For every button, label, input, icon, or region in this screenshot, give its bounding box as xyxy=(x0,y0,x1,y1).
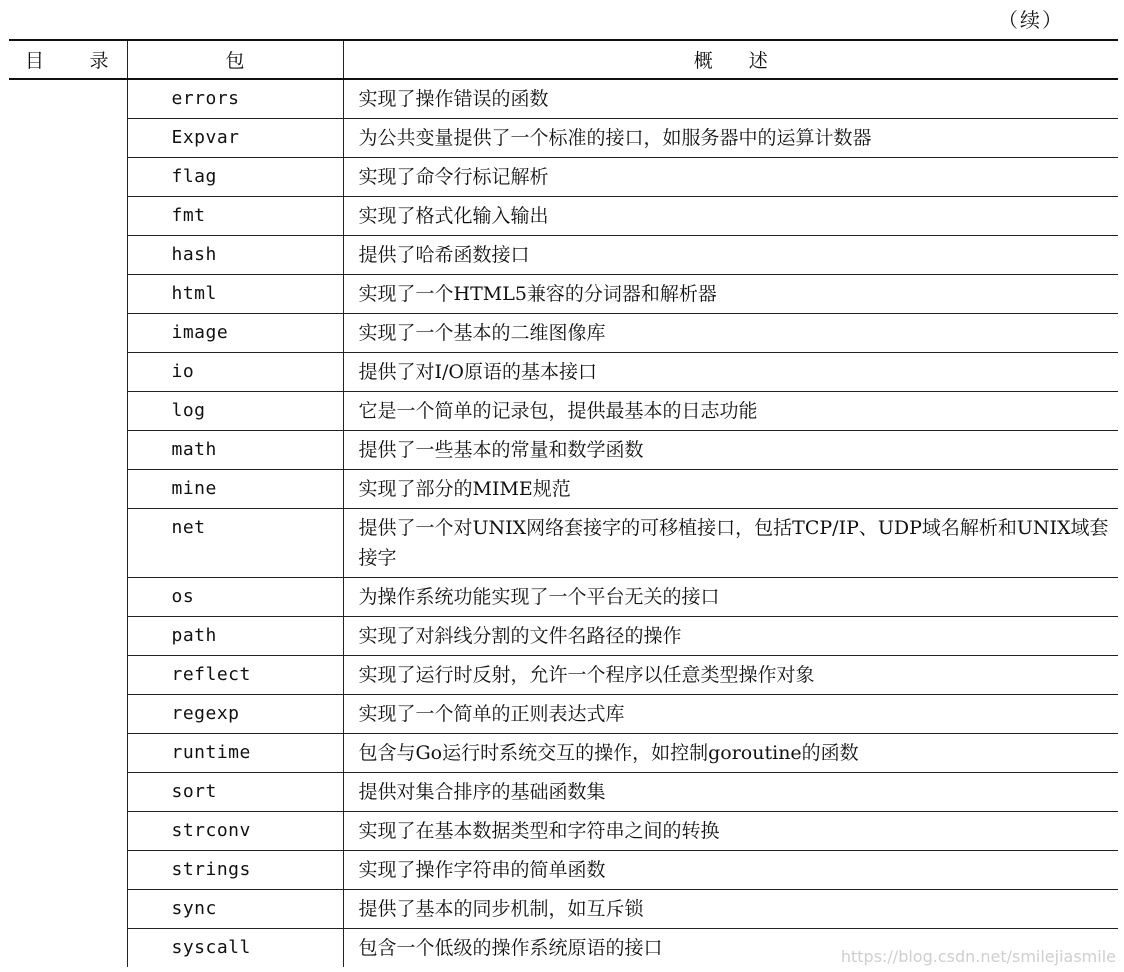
package-description-cell: 提供了哈希函数接口 xyxy=(343,236,1118,275)
package-name-cell: regexp xyxy=(127,695,343,734)
package-description-cell: 为操作系统功能实现了一个平台无关的接口 xyxy=(343,578,1118,617)
package-name-cell: reflect xyxy=(127,656,343,695)
package-description-cell: 实现了格式化输入输出 xyxy=(343,197,1118,236)
table-row xyxy=(9,851,1118,890)
package-name-cell: log xyxy=(127,392,343,431)
watermark: https://blog.csdn.net/smilejiasmile xyxy=(840,947,1116,966)
table-row xyxy=(9,431,1118,470)
package-description-cell: 实现了一个基本的二维图像库 xyxy=(343,314,1118,353)
table-row xyxy=(9,236,1118,275)
table-row xyxy=(9,275,1118,314)
table-row xyxy=(9,509,1118,578)
header-package-label: 包 xyxy=(225,50,245,72)
package-description-cell: 提供了对I/O原语的基本接口 xyxy=(343,353,1118,392)
package-description-cell: 实现了操作错误的函数 xyxy=(343,79,1118,119)
table-row xyxy=(9,79,1118,119)
package-name-cell: Expvar xyxy=(127,119,343,158)
package-table xyxy=(9,39,1118,967)
table-row xyxy=(9,578,1118,617)
package-name-cell: strings xyxy=(127,851,343,890)
package-name-cell: strconv xyxy=(127,812,343,851)
table-row xyxy=(9,734,1118,773)
package-description-cell: 实现了一个HTML5兼容的分词器和解析器 xyxy=(343,275,1118,314)
package-name-cell: sync xyxy=(127,890,343,929)
package-name-cell: io xyxy=(127,353,343,392)
package-description-cell: 它是一个简单的记录包，提供最基本的日志功能 xyxy=(343,392,1118,431)
package-description-cell: 提供了基本的同步机制，如互斥锁 xyxy=(343,890,1118,929)
package-name-cell: math xyxy=(127,431,343,470)
table-row xyxy=(9,929,1118,968)
package-name-cell: fmt xyxy=(127,197,343,236)
package-name-cell: runtime xyxy=(127,734,343,773)
package-description-cell: 包含与Go运行时系统交互的操作，如控制goroutine的函数 xyxy=(343,734,1118,773)
table-row xyxy=(9,158,1118,197)
table-row xyxy=(9,773,1118,812)
package-name-cell: flag xyxy=(127,158,343,197)
package-name-cell: sort xyxy=(127,773,343,812)
table-header-row xyxy=(9,40,1118,79)
table-row xyxy=(9,812,1118,851)
package-description-cell: 实现了运行时反射，允许一个程序以任意类型操作对象 xyxy=(343,656,1118,695)
table-row xyxy=(9,314,1118,353)
package-description-cell: 实现了在基本数据类型和字符串之间的转换 xyxy=(343,812,1118,851)
table-row xyxy=(9,197,1118,236)
package-description-cell: 为公共变量提供了一个标准的接口，如服务器中的运算计数器 xyxy=(343,119,1118,158)
table-row xyxy=(9,470,1118,509)
table-row xyxy=(9,119,1118,158)
table-body xyxy=(9,79,1118,967)
package-description-cell: 实现了部分的MIME规范 xyxy=(343,470,1118,509)
package-name-cell: syscall xyxy=(127,929,343,968)
package-name-cell: net xyxy=(127,509,343,578)
table-row xyxy=(9,890,1118,929)
header-description-label: 概述 xyxy=(693,50,804,72)
table-row xyxy=(9,617,1118,656)
package-name-cell: mine xyxy=(127,470,343,509)
package-name-cell: image xyxy=(127,314,343,353)
directory-cell xyxy=(9,79,127,967)
header-directory xyxy=(9,40,127,79)
package-name-cell: os xyxy=(127,578,343,617)
continued-label: （续） xyxy=(998,8,1064,32)
table-row xyxy=(9,695,1118,734)
header-package xyxy=(127,40,343,79)
table-row xyxy=(9,392,1118,431)
package-description-cell: 提供对集合排序的基础函数集 xyxy=(343,773,1118,812)
package-name-cell: hash xyxy=(127,236,343,275)
package-name-cell: errors xyxy=(127,79,343,119)
header-directory-char-1: 目 xyxy=(25,50,45,72)
header-directory-char-2: 录 xyxy=(89,50,109,72)
package-description-cell: 实现了一个简单的正则表达式库 xyxy=(343,695,1118,734)
package-description-cell: 包含一个低级的操作系统原语的接口 xyxy=(358,937,663,959)
header-description xyxy=(343,40,1118,79)
package-description-cell: 提供了一个对UNIX网络套接字的可移植接口，包括TCP/IP、UDP域名解析和UNIX域套接字 xyxy=(343,509,1118,578)
package-description-cell: 实现了对斜线分割的文件名路径的操作 xyxy=(343,617,1118,656)
package-name-cell: path xyxy=(127,617,343,656)
package-description-cell: 实现了操作字符串的简单函数 xyxy=(343,851,1118,890)
table-row xyxy=(9,353,1118,392)
table-row xyxy=(9,656,1118,695)
package-description-cell: 实现了命令行标记解析 xyxy=(343,158,1118,197)
package-name-cell: html xyxy=(127,275,343,314)
package-description-cell: 提供了一些基本的常量和数学函数 xyxy=(343,431,1118,470)
